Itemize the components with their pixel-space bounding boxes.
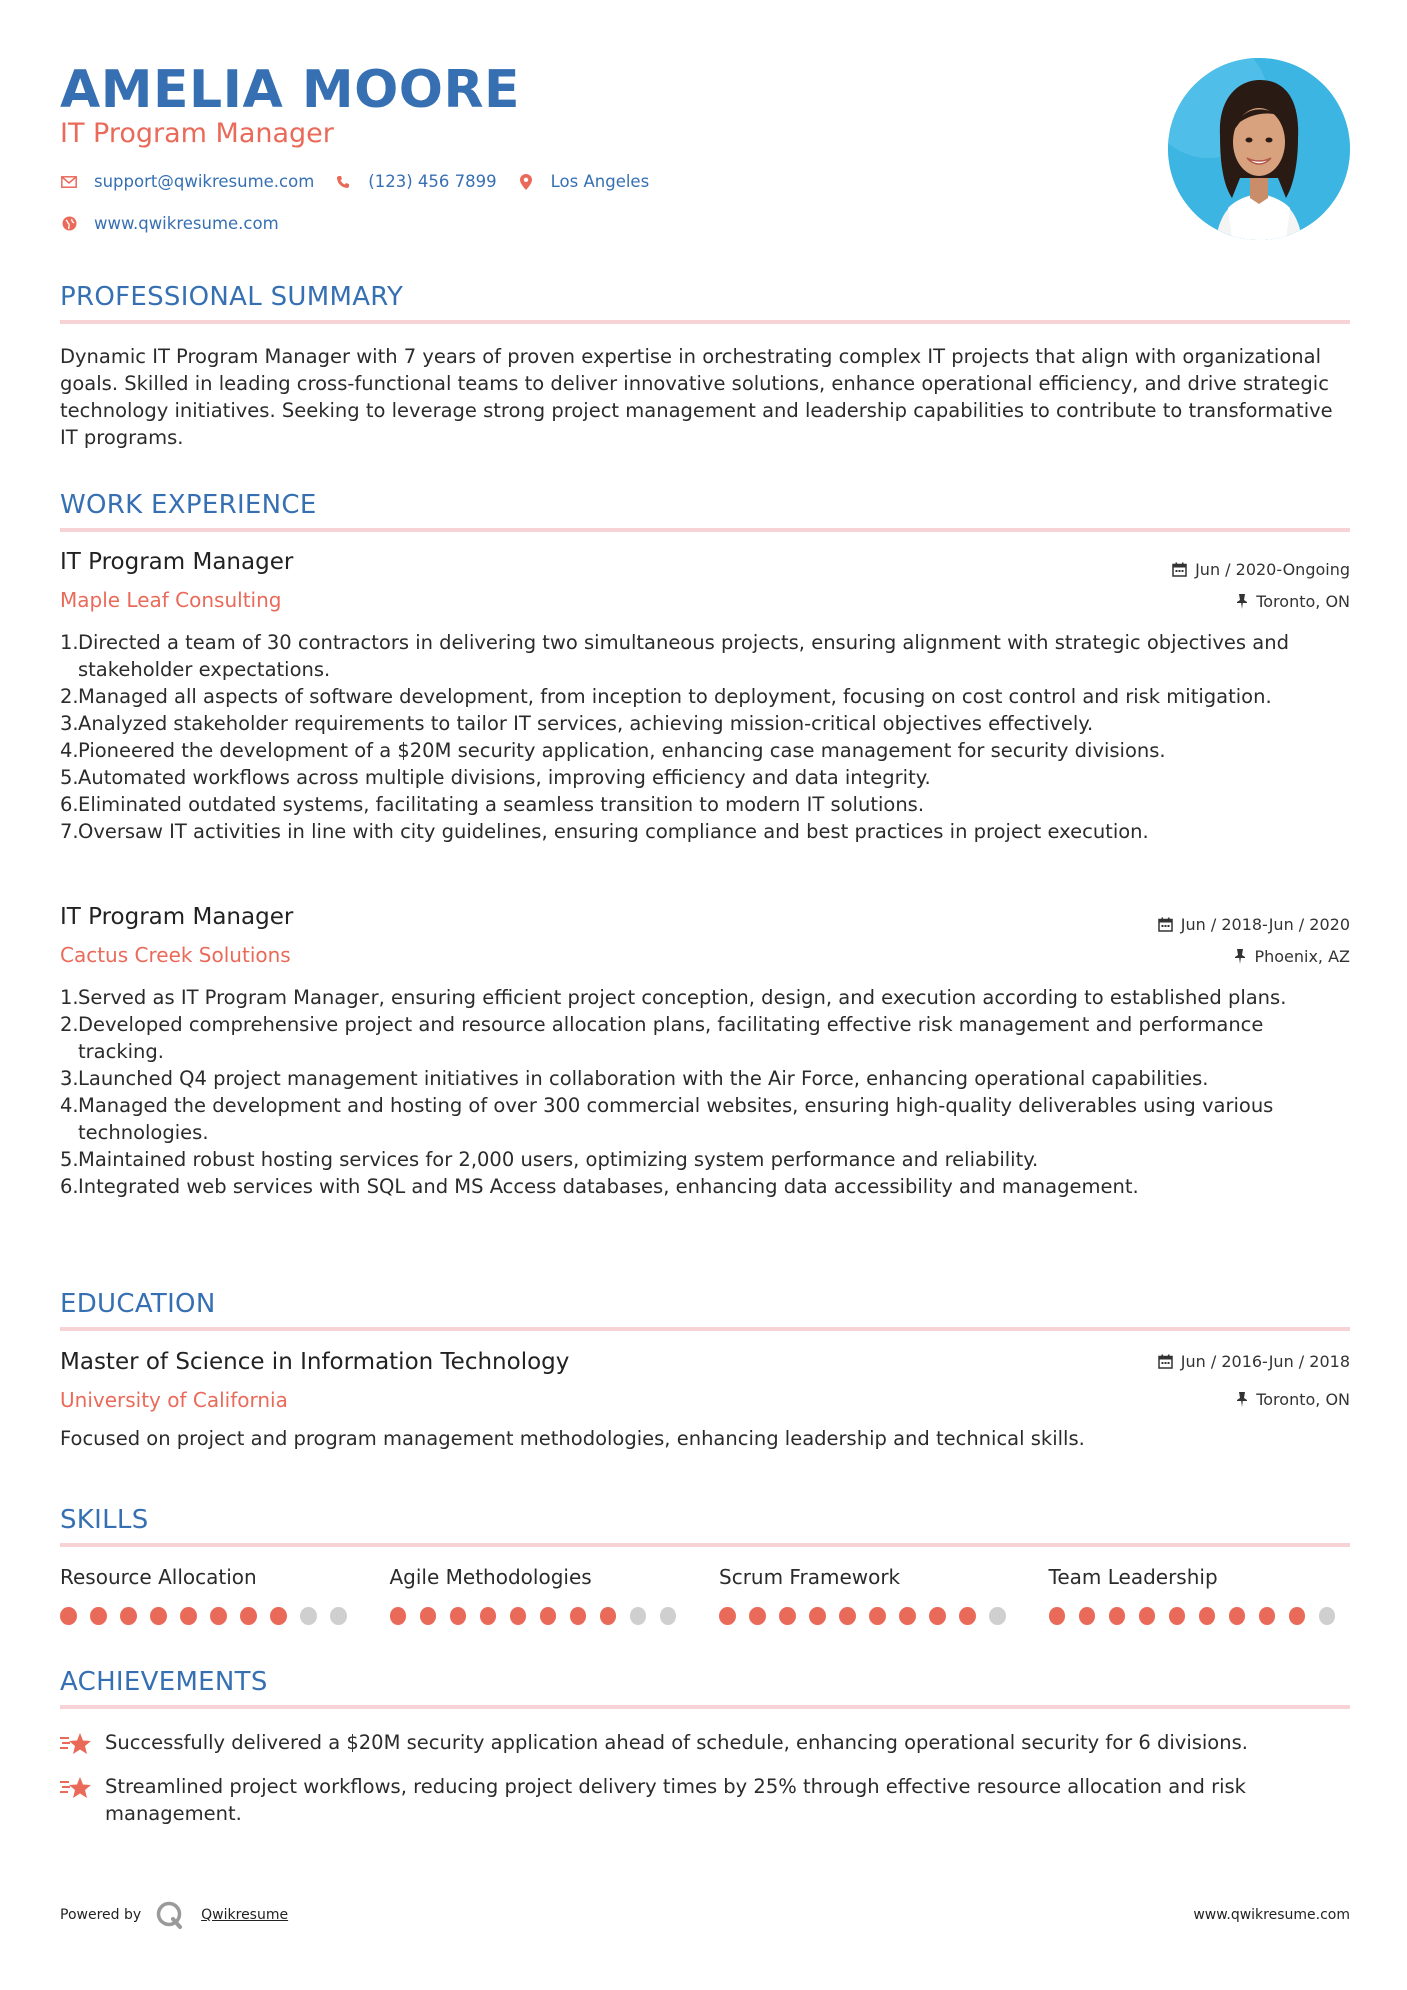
section-divider bbox=[60, 528, 1350, 532]
skill-dot-filled bbox=[1169, 1607, 1186, 1625]
map-pin-icon bbox=[517, 173, 535, 191]
education-dates bbox=[1158, 1352, 1350, 1371]
skill-name: Agile Methodologies bbox=[389, 1565, 592, 1589]
website-text: www.qwikresume.com bbox=[94, 214, 279, 233]
job-dates-text: Jun / 2018-Jun / 2020 bbox=[1180, 915, 1350, 934]
candidate-name: AMELIA MOORE bbox=[60, 60, 521, 120]
list-item: 3. Launched Q4 project management initiatives in collaboration with the Air Force, enhancing operational capabilities. bbox=[60, 1067, 1209, 1090]
skill-dot-filled bbox=[839, 1607, 856, 1625]
list-item: 4. Managed the development and hosting of over 300 commercial websites, ensuring high-quality deliverables using various technologies. bbox=[60, 1094, 1274, 1144]
phone-text: (123) 456 7899 bbox=[368, 172, 497, 191]
skill-dot-filled bbox=[779, 1607, 796, 1625]
skill-dot-filled bbox=[1259, 1607, 1276, 1625]
award-star-icon bbox=[60, 1729, 105, 1763]
list-item: 2. Managed all aspects of software development, from inception to deployment, focusing on cost control and risk mitigation. bbox=[60, 685, 1272, 708]
skill-dot-empty bbox=[630, 1607, 647, 1625]
skill-dot-filled bbox=[450, 1607, 467, 1625]
skill-rating bbox=[60, 1607, 360, 1625]
job-location-text: Phoenix, AZ bbox=[1254, 947, 1350, 966]
job-company: Cactus Creek Solutions bbox=[60, 943, 291, 967]
skill-name: Scrum Framework bbox=[719, 1565, 901, 1589]
skill-dot-filled bbox=[1049, 1607, 1066, 1625]
pin-icon bbox=[1236, 1392, 1248, 1407]
profile-photo bbox=[1168, 58, 1350, 240]
skill-dot-filled bbox=[1199, 1607, 1216, 1625]
skill-name: Resource Allocation bbox=[60, 1565, 257, 1589]
list-item: 1. Served as IT Program Manager, ensuring efficient project conception, design, and execution according to established plans. bbox=[60, 986, 1287, 1009]
contact-row bbox=[60, 172, 669, 191]
job-dates bbox=[1158, 915, 1350, 934]
achievement-text: Streamlined project workflows, reducing project delivery times by 25% through effective resource allocation and risk management. bbox=[105, 1775, 1246, 1825]
skills-heading: SKILLS bbox=[60, 1505, 149, 1535]
skill-dot-filled bbox=[1289, 1607, 1306, 1625]
skill-dot-filled bbox=[1139, 1607, 1156, 1625]
qwikresume-logo-icon bbox=[155, 1900, 185, 1930]
job-company: Maple Leaf Consulting bbox=[60, 588, 282, 612]
footer-powered-by bbox=[60, 1900, 288, 1930]
summary-text: Dynamic IT Program Manager with 7 years of proven expertise in orchestrating complex IT projects that align with organizational goals. Skilled in leading cross-functional teams to deliver innovative solutions, enhance operational efficiency, and drive strategic technology initiatives. Seeking to leverage strong project management and leadership capabilities to contribute to transformative IT programs. bbox=[60, 345, 1333, 449]
skill-rating bbox=[1049, 1607, 1349, 1625]
contact-email[interactable] bbox=[60, 172, 314, 191]
list-item: 5. Automated workflows across multiple divisions, improving efficiency and data integrity. bbox=[60, 766, 931, 789]
calendar-icon bbox=[1172, 562, 1187, 577]
skill-dot-filled bbox=[150, 1607, 167, 1625]
footer-url[interactable]: www.qwikresume.com bbox=[1193, 1907, 1350, 1923]
skill-item bbox=[1049, 1565, 1349, 1625]
section-divider bbox=[60, 1327, 1350, 1331]
education-location-text: Toronto, ON bbox=[1256, 1390, 1350, 1409]
skill-dot-filled bbox=[600, 1607, 617, 1625]
envelope-icon bbox=[60, 173, 78, 191]
job-title: IT Program Manager bbox=[60, 904, 294, 930]
skill-dot-empty bbox=[989, 1607, 1006, 1625]
calendar-icon bbox=[1158, 1354, 1173, 1369]
section-divider bbox=[60, 320, 1350, 324]
skill-dot-filled bbox=[749, 1607, 766, 1625]
skill-dot-filled bbox=[210, 1607, 227, 1625]
skill-dot-filled bbox=[270, 1607, 287, 1625]
list-item: 2. Developed comprehensive project and resource allocation plans, facilitating effective risk management and performance tracking. bbox=[60, 1013, 1264, 1063]
job-bullets bbox=[60, 629, 1350, 845]
globe-icon bbox=[60, 215, 78, 233]
skill-dot-empty bbox=[660, 1607, 677, 1625]
job-bullets bbox=[60, 984, 1350, 1200]
skill-dot-filled bbox=[90, 1607, 107, 1625]
job-location bbox=[1236, 592, 1350, 611]
resume-page bbox=[60, 0, 1350, 1990]
pin-icon bbox=[1236, 594, 1248, 609]
skill-dot-filled bbox=[510, 1607, 527, 1625]
job-location-text: Toronto, ON bbox=[1256, 592, 1350, 611]
award-star-icon bbox=[60, 1773, 105, 1827]
contact-location bbox=[517, 172, 650, 191]
skill-dot-filled bbox=[120, 1607, 137, 1625]
skill-dot-filled bbox=[180, 1607, 197, 1625]
skill-rating bbox=[390, 1607, 690, 1625]
skill-dot-filled bbox=[1229, 1607, 1246, 1625]
education-dates-text: Jun / 2016-Jun / 2018 bbox=[1180, 1352, 1350, 1371]
skill-dot-filled bbox=[60, 1607, 77, 1625]
achievements-heading: ACHIEVEMENTS bbox=[60, 1667, 268, 1697]
experience-heading: WORK EXPERIENCE bbox=[60, 490, 317, 520]
job-title: IT Program Manager bbox=[60, 549, 294, 575]
contact-row-2 bbox=[60, 214, 299, 233]
candidate-title: IT Program Manager bbox=[60, 118, 334, 149]
skill-dot-filled bbox=[869, 1607, 886, 1625]
contact-website[interactable] bbox=[60, 214, 279, 233]
skill-dot-filled bbox=[540, 1607, 557, 1625]
list-item: 5. Maintained robust hosting services for 2,000 users, optimizing system performance and reliability. bbox=[60, 1148, 1039, 1171]
skill-item bbox=[719, 1565, 1019, 1625]
skill-dot-filled bbox=[570, 1607, 587, 1625]
list-item: 6. Eliminated outdated systems, facilitating a seamless transition to modern IT solutions. bbox=[60, 793, 925, 816]
achievement-text: Successfully delivered a $20M security application ahead of schedule, enhancing operational security for 6 divisions. bbox=[105, 1731, 1248, 1754]
education-location bbox=[1236, 1390, 1350, 1409]
skill-item bbox=[390, 1565, 690, 1625]
contact-phone[interactable] bbox=[334, 172, 496, 191]
skill-name: Team Leadership bbox=[1048, 1565, 1218, 1589]
skill-dot-filled bbox=[899, 1607, 916, 1625]
skill-dot-filled bbox=[929, 1607, 946, 1625]
skill-dot-empty bbox=[330, 1607, 347, 1625]
education-description: Focused on project and program management methodologies, enhancing leadership and technical skills. bbox=[60, 1427, 1085, 1450]
skill-rating bbox=[719, 1607, 1019, 1625]
qwikresume-link[interactable]: Qwikresume bbox=[201, 1907, 289, 1923]
list-item: 6. Integrated web services with SQL and MS Access databases, enhancing data accessibility and management. bbox=[60, 1175, 1139, 1198]
degree-title: Master of Science in Information Technology bbox=[60, 1349, 570, 1375]
pin-icon bbox=[1234, 949, 1246, 964]
skill-dot-filled bbox=[420, 1607, 437, 1625]
skill-dot-filled bbox=[809, 1607, 826, 1625]
skill-dot-filled bbox=[240, 1607, 257, 1625]
job-dates bbox=[1172, 560, 1350, 579]
powered-by-label: Powered by bbox=[60, 1907, 142, 1923]
list-item: 7. Oversaw IT activities in line with city guidelines, ensuring compliance and best practices in project execution. bbox=[60, 820, 1149, 843]
school-name: University of California bbox=[60, 1388, 288, 1412]
achievement-item bbox=[60, 1729, 1350, 1763]
email-text: support@qwikresume.com bbox=[94, 172, 315, 191]
skill-dot-empty bbox=[1319, 1607, 1336, 1625]
education-heading: EDUCATION bbox=[60, 1289, 216, 1319]
phone-icon bbox=[334, 173, 352, 191]
achievement-item bbox=[60, 1773, 1350, 1827]
section-divider bbox=[60, 1543, 1350, 1547]
skill-dot-empty bbox=[300, 1607, 317, 1625]
job-dates-text: Jun / 2020-Ongoing bbox=[1195, 560, 1350, 579]
summary-heading: PROFESSIONAL SUMMARY bbox=[60, 282, 404, 312]
skill-dot-filled bbox=[390, 1607, 407, 1625]
skill-dot-filled bbox=[480, 1607, 497, 1625]
skill-dot-filled bbox=[1079, 1607, 1096, 1625]
list-item: 1. Directed a team of 30 contractors in delivering two simultaneous projects, ensuring alignment with strategic objectives and stakeholder expectations. bbox=[60, 631, 1289, 681]
skill-dot-filled bbox=[1109, 1607, 1126, 1625]
job-location bbox=[1234, 947, 1350, 966]
section-divider bbox=[60, 1705, 1350, 1709]
location-text: Los Angeles bbox=[550, 172, 650, 191]
skill-item bbox=[60, 1565, 360, 1625]
list-item: 3. Analyzed stakeholder requirements to tailor IT services, achieving mission-critical objectives effectively. bbox=[60, 712, 1094, 735]
calendar-icon bbox=[1158, 917, 1173, 932]
skill-dot-filled bbox=[959, 1607, 976, 1625]
skill-dot-filled bbox=[719, 1607, 736, 1625]
list-item: 4. Pioneered the development of a $20M security application, enhancing case management for security divisions. bbox=[60, 739, 1166, 762]
